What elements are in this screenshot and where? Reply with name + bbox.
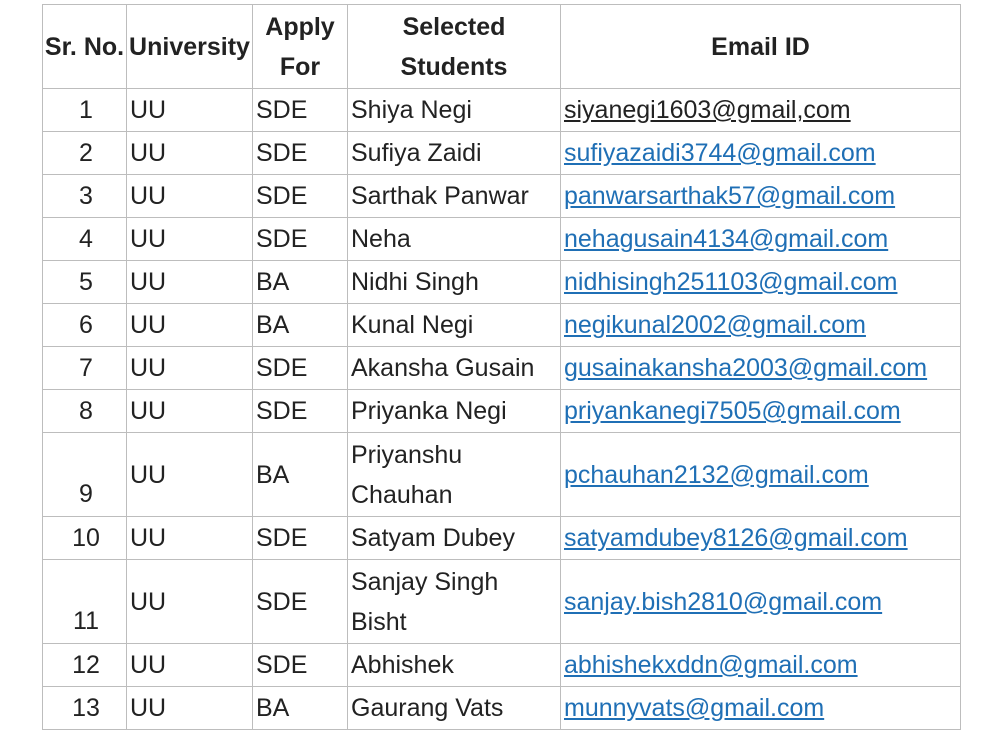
table-row (43, 687, 961, 730)
email-cell (561, 175, 961, 218)
student-name-cell: Sanjay Singh Bisht (348, 560, 561, 644)
apply-for-cell: SDE (253, 89, 348, 132)
university-cell: UU (127, 175, 253, 218)
university-cell: UU (127, 687, 253, 730)
university-cell: UU (127, 560, 253, 644)
apply-for-cell: SDE (253, 390, 348, 433)
email-cell (561, 433, 961, 517)
sr-no-cell: 4 (43, 218, 127, 261)
student-name-cell: Kunal Negi (348, 304, 561, 347)
sr-no-cell: 6 (43, 304, 127, 347)
university-cell: UU (127, 347, 253, 390)
apply-for-cell: BA (253, 433, 348, 517)
email-cell (561, 89, 961, 132)
table-row (43, 132, 961, 175)
email-link[interactable]: negikunal2002@gmail.com (564, 311, 866, 339)
table-row (43, 304, 961, 347)
header-university: University (127, 5, 253, 89)
sr-no-cell: 13 (43, 687, 127, 730)
sr-no-cell: 1 (43, 89, 127, 132)
email-cell (561, 687, 961, 730)
student-name-cell: Priyanshu Chauhan (348, 433, 561, 517)
university-cell: UU (127, 304, 253, 347)
student-name-cell: Neha (348, 218, 561, 261)
header-email-id: Email ID (561, 5, 961, 89)
student-name-cell: Akansha Gusain (348, 347, 561, 390)
sr-no-cell: 11 (43, 560, 127, 644)
email-cell (561, 644, 961, 687)
email-link[interactable]: nehagusain4134@gmail.com (564, 225, 889, 253)
apply-for-cell: BA (253, 261, 348, 304)
email-link[interactable]: nidhisingh251103@gmail.com (564, 268, 898, 296)
email-link[interactable]: munnyvats@gmail.com (564, 694, 825, 722)
sr-no-cell: 9 (43, 433, 127, 517)
student-name-cell: Sarthak Panwar (348, 175, 561, 218)
students-table (42, 4, 961, 730)
email-cell (561, 132, 961, 175)
university-cell: UU (127, 89, 253, 132)
sr-no-cell: 2 (43, 132, 127, 175)
apply-for-cell: SDE (253, 560, 348, 644)
apply-for-cell: SDE (253, 347, 348, 390)
university-cell: UU (127, 517, 253, 560)
student-name-cell: Nidhi Singh (348, 261, 561, 304)
university-cell: UU (127, 433, 253, 517)
email-link[interactable]: sanjay.bish2810@gmail.com (564, 587, 883, 616)
student-name-cell: Shiya Negi (348, 89, 561, 132)
table-row (43, 433, 961, 517)
table-header-row (43, 5, 961, 89)
student-name-cell: Sufiya Zaidi (348, 132, 561, 175)
email-cell (561, 304, 961, 347)
header-apply-for: Apply For (253, 5, 348, 89)
apply-for-cell: BA (253, 304, 348, 347)
email-link[interactable]: pchauhan2132@gmail.com (564, 460, 869, 489)
apply-for-cell: SDE (253, 132, 348, 175)
apply-for-cell: SDE (253, 175, 348, 218)
university-cell: UU (127, 261, 253, 304)
student-name-cell: Satyam Dubey (348, 517, 561, 560)
apply-for-cell: SDE (253, 517, 348, 560)
email-cell (561, 560, 961, 644)
table-row (43, 347, 961, 390)
table-body (43, 89, 961, 730)
table-row (43, 175, 961, 218)
email-link[interactable]: sufiyazaidi3744@gmail.com (564, 139, 876, 167)
sr-no-cell: 10 (43, 517, 127, 560)
university-cell: UU (127, 390, 253, 433)
email-link[interactable]: abhishekxddn@gmail.com (564, 651, 858, 679)
email-cell (561, 347, 961, 390)
apply-for-cell: SDE (253, 218, 348, 261)
table-row (43, 517, 961, 560)
email-link[interactable]: priyankanegi7505@gmail.com (564, 397, 901, 425)
student-name-cell: Priyanka Negi (348, 390, 561, 433)
table-row (43, 89, 961, 132)
sr-no-cell: 12 (43, 644, 127, 687)
sr-no-cell: 5 (43, 261, 127, 304)
apply-for-cell: BA (253, 687, 348, 730)
table-row (43, 560, 961, 644)
student-name-cell: Abhishek (348, 644, 561, 687)
email-text: siyanegi1603@gmail,com (564, 96, 851, 124)
university-cell: UU (127, 644, 253, 687)
email-cell (561, 261, 961, 304)
email-link[interactable]: satyamdubey8126@gmail.com (564, 524, 908, 552)
header-selected-students: Selected Students (348, 5, 561, 89)
email-cell (561, 390, 961, 433)
table-row (43, 390, 961, 433)
table-row (43, 218, 961, 261)
email-cell (561, 517, 961, 560)
student-name-cell: Gaurang Vats (348, 687, 561, 730)
sr-no-cell: 3 (43, 175, 127, 218)
sr-no-cell: 7 (43, 347, 127, 390)
university-cell: UU (127, 218, 253, 261)
apply-for-cell: SDE (253, 644, 348, 687)
email-link[interactable]: gusainakansha2003@gmail.com (564, 354, 928, 382)
table-row (43, 261, 961, 304)
email-link[interactable]: panwarsarthak57@gmail.com (564, 182, 896, 210)
email-cell (561, 218, 961, 261)
header-sr-no: Sr. No. (43, 5, 127, 89)
university-cell: UU (127, 132, 253, 175)
table-row (43, 644, 961, 687)
sr-no-cell: 8 (43, 390, 127, 433)
